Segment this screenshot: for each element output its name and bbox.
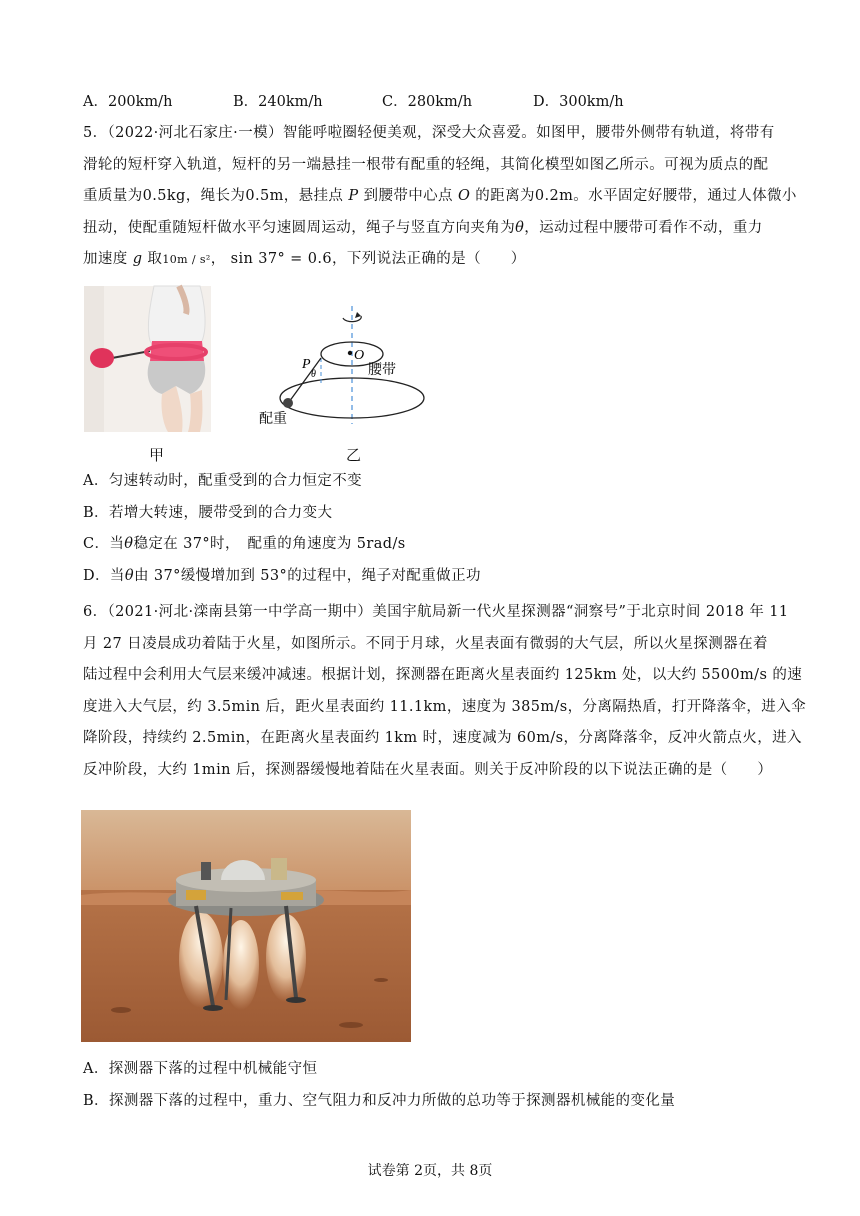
q4-options [83,90,723,112]
q4-option-c: C．280km/h [382,94,473,110]
q6-option-b: B．探测器下落的过程中，重力、空气阻力和反冲力所做的总功等于探测器机械能的变化量 [83,1092,676,1109]
q5-line-3: 重质量为0.5kg，绳长为0.5m，悬挂点 P 到腰带中心点 O 的距离为0.2m。水平固定好腰带，通过人体微小 [83,188,797,204]
q5-line-4: 扭动，使配重随短杆做水平匀速圆周运动，绳子与竖直方向夹角为θ，运动过程中腰带可看作不动，重力 [83,219,763,236]
q6-line-2: 月 27 日凌晨成功着陆于火星，如图所示。不同于月球，火星表面有微弱的大气层，所以火星探测器在着 [83,635,768,652]
q5-option-a: A．匀速转动时，配重受到的合力恒定不变 [83,473,363,489]
diagram-label-o: O [354,348,365,363]
q5-line-1: 5．（2022·河北石家庄·一模）智能呼啦圈轻便美观，深受大众喜爱。如图甲，腰带外侧带有轨道，将带有 [83,125,775,141]
q5-options [83,466,783,592]
q6-options [83,1054,783,1117]
q5-option-b: B．若增大转速，腰带受到的合力变大 [83,504,333,521]
q6-option-a: A．探测器下落的过程中机械能守恒 [83,1061,318,1077]
page-footer: 试卷第 2页，共 8页 [367,1163,493,1179]
fig-caption-jia: 甲 [149,446,165,464]
q6-line-3: 陆过程中会利用大气层来缓冲减速。根据计划，探测器在距离火星表面约 125km 处，以大约 5500m/s 的速 [83,667,803,683]
q6-line-6: 反冲阶段，大约 1min 后，探测器缓慢地着陆在火星表面。则关于反冲阶段的以下说法正确的是（ ） [83,761,773,778]
diagram-label-theta: θ [311,369,316,380]
q5-option-c: C．当θ稳定在 37°时， 配重的角速度为 5rad/s [83,536,406,552]
q4-option-d: D．300km/h [533,94,624,110]
q5-stem [83,118,797,276]
q6-line-1: 6．（2021·河北·滦南县第一中学高一期中）美国宇航局新一代火星探测器“洞察号”于北京时间 2018 年 11 [83,604,789,620]
q5-option-d: D．当θ由 37°缓慢增加到 53°的过程中，绳子对配重做正功 [83,567,481,584]
q6-stem [83,597,806,786]
q4-option-a: A．200km/h [83,94,173,110]
fig-caption-yi: 乙 [346,446,362,464]
diagram-label-weight: 配重 [259,411,287,427]
diagram-label-p: P [302,357,311,372]
q4-option-b: B．240km/h [233,94,323,110]
diagram-label-waist: 腰带 [368,362,396,378]
hula-hoop-diagram [259,306,435,427]
hula-hoop-photo [84,286,211,432]
q5-line-5: 加速度 g 取10m / s²， sin 37° = 0.6，下列说法正确的是（ ） [83,251,526,267]
mars-lander-image [81,810,411,1042]
q6-line-4: 度进入大气层，约 3.5min 后，距火星表面约 11.1km，速度为 385m/s，分离隔热盾，打开降落伞，进入伞 [83,698,806,715]
q5-line-2: 滑轮的短杆穿入轨道，短杆的另一端悬挂一根带有配重的轻绳，其简化模型如图乙所示。可视为质点的配 [83,156,769,173]
q6-line-5: 降阶段，持续约 2.5min，在距离火星表面约 1km 时，速度减为 60m/s，分离降落伞，反冲火箭点火，进入 [83,730,802,746]
